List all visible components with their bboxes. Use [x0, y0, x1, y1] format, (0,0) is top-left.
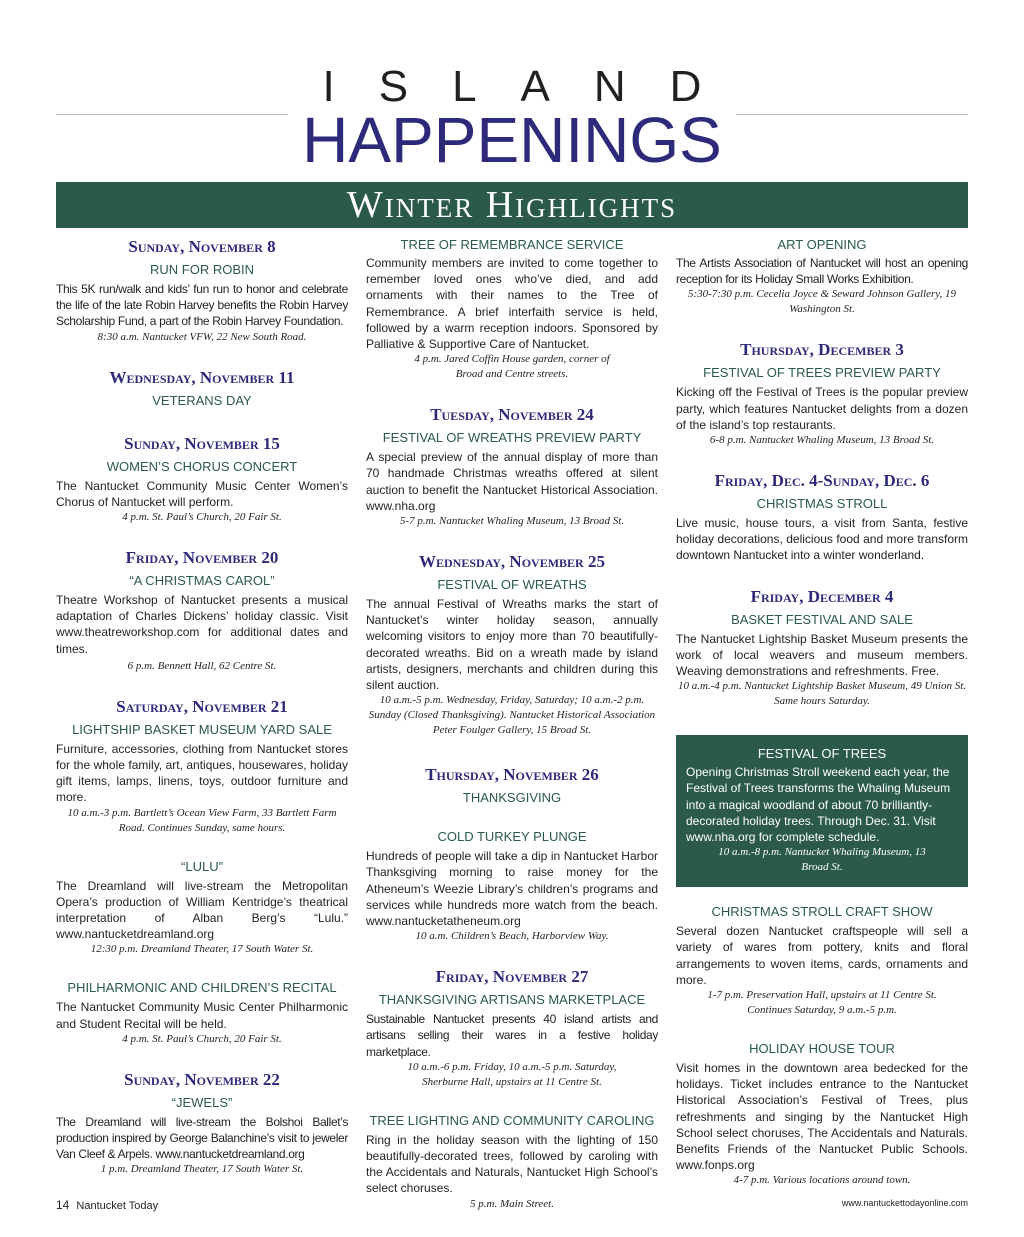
event-description: Live music, house tours, a visit from Santa, festive holiday decorations, delicious food and more transform downtown Nantucket into a winter wonderland. [676, 516, 968, 563]
event-tree-lighting [366, 1112, 658, 1212]
event-date: Sunday, November 8 [128, 237, 276, 256]
event-name: FESTIVAL OF WREATHS PREVIEW PARTY [382, 430, 642, 446]
event-location: 6 p.m. Bennett Hall, 62 Centre St. [127, 659, 277, 672]
event-festival-of-wreaths [366, 551, 658, 738]
event-description: The Dreamland will live-stream the Bolshoi Ballet’s production inspired by George Balanchine’s visit to jeweler Van Cleef & Arpels. www.nantucketdreamland.org [56, 1114, 348, 1162]
event-date: Saturday, November 21 [116, 696, 288, 716]
column-1 [56, 236, 348, 1177]
event-name: CHRISTMAS STROLL CRAFT SHOW [711, 904, 933, 920]
event-name: PHILHARMONIC AND CHILDREN’S RECITAL [67, 980, 337, 996]
column-3 [676, 236, 968, 1188]
section-banner: Winter Highlights [56, 182, 968, 228]
event-location: 5-7 p.m. Nantucket Whaling Museum, 13 Broad St. [399, 515, 625, 528]
event-location: 4 p.m. St. Paul’s Church, 20 Fair St. [122, 1032, 282, 1045]
masthead-happenings: HAPPENINGS [302, 104, 722, 176]
event-location: 10 a.m.-4 p.m. Nantucket Lightship Basket Museum, 49 Union St. Same hours Saturday. [677, 680, 967, 708]
event-description: The Dreamland will live-stream the Metropolitan Opera’s production of William Kentridge’s theatrical interpretation of Alban Berg’s “Lulu.” www.nantucketdreamland.org [56, 878, 348, 942]
event-date: Thursday, December 3 [740, 340, 904, 360]
event-location: 4-7 p.m. Various locations around town. [733, 1174, 911, 1187]
event-location: 4 p.m. St. Paul’s Church, 20 Fair St. [122, 511, 282, 524]
event-name: FESTIVAL OF TREES [757, 746, 887, 762]
event-wreaths-preview [366, 404, 658, 529]
event-art-opening [676, 236, 968, 317]
event-location: 8:30 a.m. Nantucket VFW, 22 New South Road. [97, 330, 307, 343]
event-craft-show [676, 903, 968, 1018]
event-veterans-day [56, 367, 348, 409]
event-name: WOMEN’S CHORUS CONCERT [106, 458, 298, 474]
event-philharmonic-recital [56, 979, 348, 1046]
event-name: “A CHRISTMAS CAROL” [129, 573, 275, 589]
event-run-for-robin [56, 236, 348, 345]
event-description: The Nantucket Lightship Basket Museum presents the work of local weavers and museum members. Weaving demonstrations and refreshments. Free. [676, 631, 968, 679]
event-lulu [56, 858, 348, 958]
event-location: 5:30-7:30 p.m. Cecelia Joyce & Seward Johnson Gallery, 19 Washington St. [687, 288, 957, 316]
event-name: FESTIVAL OF TREES PREVIEW PARTY [703, 365, 941, 381]
masthead-island: ISLAND [322, 62, 746, 111]
event-cold-turkey-plunge [366, 828, 658, 944]
event-location: 5 p.m. Main Street. [470, 1197, 554, 1210]
footer-url: www.nantuckettodayonline.com [841, 1198, 968, 1208]
column-2 [366, 236, 658, 1212]
event-jewels [56, 1069, 348, 1178]
event-name: “JEWELS” [171, 1094, 233, 1110]
publication-name: Nantucket Today [76, 1200, 159, 1212]
event-location: 10 a.m.-3 p.m. Bartlett’s Ocean View Farm, 33 Bartlett Farm Road. Continues Sunday, same hours. [67, 806, 337, 834]
event-thanksgiving [366, 764, 658, 806]
event-name: ART OPENING [777, 237, 867, 252]
event-date: Thursday, November 26 [425, 765, 599, 785]
page-number: 14 [56, 1198, 70, 1212]
event-location: 6-8 p.m. Nantucket Whaling Museum, 13 Broad St. [709, 434, 935, 447]
event-date: Friday, Dec. 4-Sunday, Dec. 6 [714, 471, 930, 491]
festival-of-trees-box [676, 735, 968, 887]
event-date: Wednesday, November 25 [419, 552, 605, 572]
event-name: THANKSGIVING [462, 790, 562, 806]
event-artisans-marketplace [366, 966, 658, 1090]
event-basket-festival [676, 586, 968, 710]
event-name: HOLIDAY HOUSE TOUR [749, 1041, 895, 1057]
event-tree-of-remembrance [366, 236, 658, 382]
event-christmas-stroll [676, 470, 968, 564]
event-description: Theatre Workshop of Nantucket presents a musical adaptation of Charles Dickens’ holiday classic. Visit www.theatreworkshop.com for additional dates and times. [56, 593, 348, 656]
event-trees-preview [676, 339, 968, 448]
event-description: Hundreds of people will take a dip in Nantucket Harbor Thanksgiving morning to raise money for the Atheneum’s Weezie Library’s children’s programs and services while hundreds more watch from the beach. www.nantucketatheneum.org [366, 849, 658, 929]
event-yard-sale [56, 696, 348, 836]
event-name: THANKSGIVING ARTISANS MARKETPLACE [378, 992, 646, 1008]
event-description: This 5K run/walk and kids’ fun run to honor and celebrate the life of the late Robin Harvey benefits the Robin Harvey Scholarship Fund, a part of the Robin Harvey Foundation. [56, 282, 348, 329]
event-name: VETERANS DAY [152, 392, 252, 408]
event-location: 10 a.m.-5 p.m. Wednesday, Friday, Saturday; 10 a.m.-2 p.m. Sunday (Closed Thanksgiving). Nantucket Historical Association Peter Foulger Gallery, 15 Broad St. [368, 694, 656, 737]
event-location: 10 a.m. Children’s Beach, Harborview Way. [415, 930, 609, 943]
event-name: FESTIVAL OF WREATHS [437, 577, 587, 593]
event-name: COLD TURKEY PLUNGE [437, 829, 587, 845]
event-date: Friday, November 20 [125, 548, 279, 568]
event-name: CHRISTMAS STROLL [756, 496, 888, 512]
event-date: Friday, November 27 [435, 967, 589, 987]
event-date: Sunday, November 22 [124, 1069, 280, 1089]
event-location: 1-7 p.m. Preservation Hall, upstairs at 11 Centre St. Continues Saturday, 9 a.m.-5 p.m. [707, 989, 937, 1017]
event-description: Several dozen Nantucket craftspeople will sell a variety of wares from pottery, knits and floral arrangements to woven items, cards, ornaments and more. [676, 924, 968, 987]
event-name: “LULU” [181, 858, 223, 874]
event-name: TREE LIGHTING AND COMMUNITY CAROLING [369, 1112, 655, 1128]
event-name: BASKET FESTIVAL AND SALE [731, 611, 913, 627]
footer-left [56, 1198, 158, 1212]
event-holiday-house-tour [676, 1040, 968, 1188]
event-description: The annual Festival of Wreaths marks the start of Nantucket’s winter holiday season, annually welcoming visitors to enjoy more than 70 beautifully-decorated wreaths. Bid on a wreath made by island artists, designers, merchants and children during this silent auction. [366, 597, 658, 693]
event-location: 1 p.m. Dreamland Theater, 17 South Water St. [100, 1163, 304, 1176]
event-description: The Nantucket Community Music Center Philharmonic and Student Recital will be held. [56, 1000, 348, 1031]
event-description: Opening Christmas Stroll weekend each year, the Festival of Trees transforms the Whaling Museum into a magical woodland of about 70 brilliantly-decorated holiday trees. Through Dec. 31. Visit www.nha.org for complete schedule. [686, 765, 951, 845]
event-date: Wednesday, November 11 [109, 367, 295, 387]
event-name: RUN FOR ROBIN [150, 262, 254, 277]
event-description: The Artists Association of Nantucket will host an opening reception for its Holiday Small Works Exhibition. [676, 256, 968, 287]
event-name: LIGHTSHIP BASKET MUSEUM YARD SALE [72, 721, 332, 737]
event-location: 12:30 p.m. Dreamland Theater, 17 South Water St. [90, 943, 314, 956]
event-christmas-carol [56, 547, 348, 674]
event-description: The Nantucket Community Music Center Women’s Chorus of Nantucket will perform. [56, 478, 348, 509]
event-description: A special preview of the annual display of more than 70 handmade Christmas wreaths offered at silent auction to benefit the Nantucket Historical Association. www.nha.org [366, 450, 658, 513]
event-location: 10 a.m.-6 p.m. Friday, 10 a.m.-5 p.m. Saturday, Sherburne Hall, upstairs at 11 Centre St. [407, 1060, 617, 1088]
event-description: Ring in the holiday season with the lighting of 150 beautifully-decorated trees, followed by caroling with the Accidentals and Naturals, Nantucket High School’s select choruses. [366, 1132, 658, 1196]
event-description: Furniture, accessories, clothing from Nantucket stores for the whole family, art, antiques, housewares, holiday gift items, lamps, linens, toys, outdoor furniture and more. [56, 741, 348, 805]
event-description: Community members are invited to come together to remember loved ones who’ve died, and add ornaments with their names to the Tree of Remembrance. A brief interfaith service is held, followed by a warm reception indoors. Sponsored by Palliative & Supportive Care of Nantucket. [366, 256, 658, 352]
event-location: 4 p.m. Jared Coffin House garden, corner of Broad and Centre streets. [414, 353, 610, 381]
event-date: Friday, December 4 [750, 586, 894, 606]
event-description: Kicking off the Festival of Trees is the popular preview party, which features Nantucket delights from a dozen of the island’s top restaurants. [676, 385, 968, 432]
event-description: Visit homes in the downtown area bedecked for the holidays. Ticket includes entrance to the Nantucket Historical Association’s Festival of Trees, plus refreshments and singing by the Nantucket High School select choruses, The Accidentals and Naturals. Benefits Friends of the Nantucket Public Schools. www.fonps.org [676, 1061, 968, 1173]
event-date: Tuesday, November 24 [430, 405, 594, 425]
event-description: Sustainable Nantucket presents 40 island artists and artisans selling their wares in a festive holiday marketplace. [366, 1012, 658, 1059]
event-location: 10 a.m.-8 p.m. Nantucket Whaling Museum, 13 Broad St. [718, 846, 926, 874]
event-date: Sunday, November 15 [124, 433, 280, 453]
event-womens-chorus [56, 433, 348, 525]
event-name: TREE OF REMEMBRANCE SERVICE [400, 237, 624, 252]
